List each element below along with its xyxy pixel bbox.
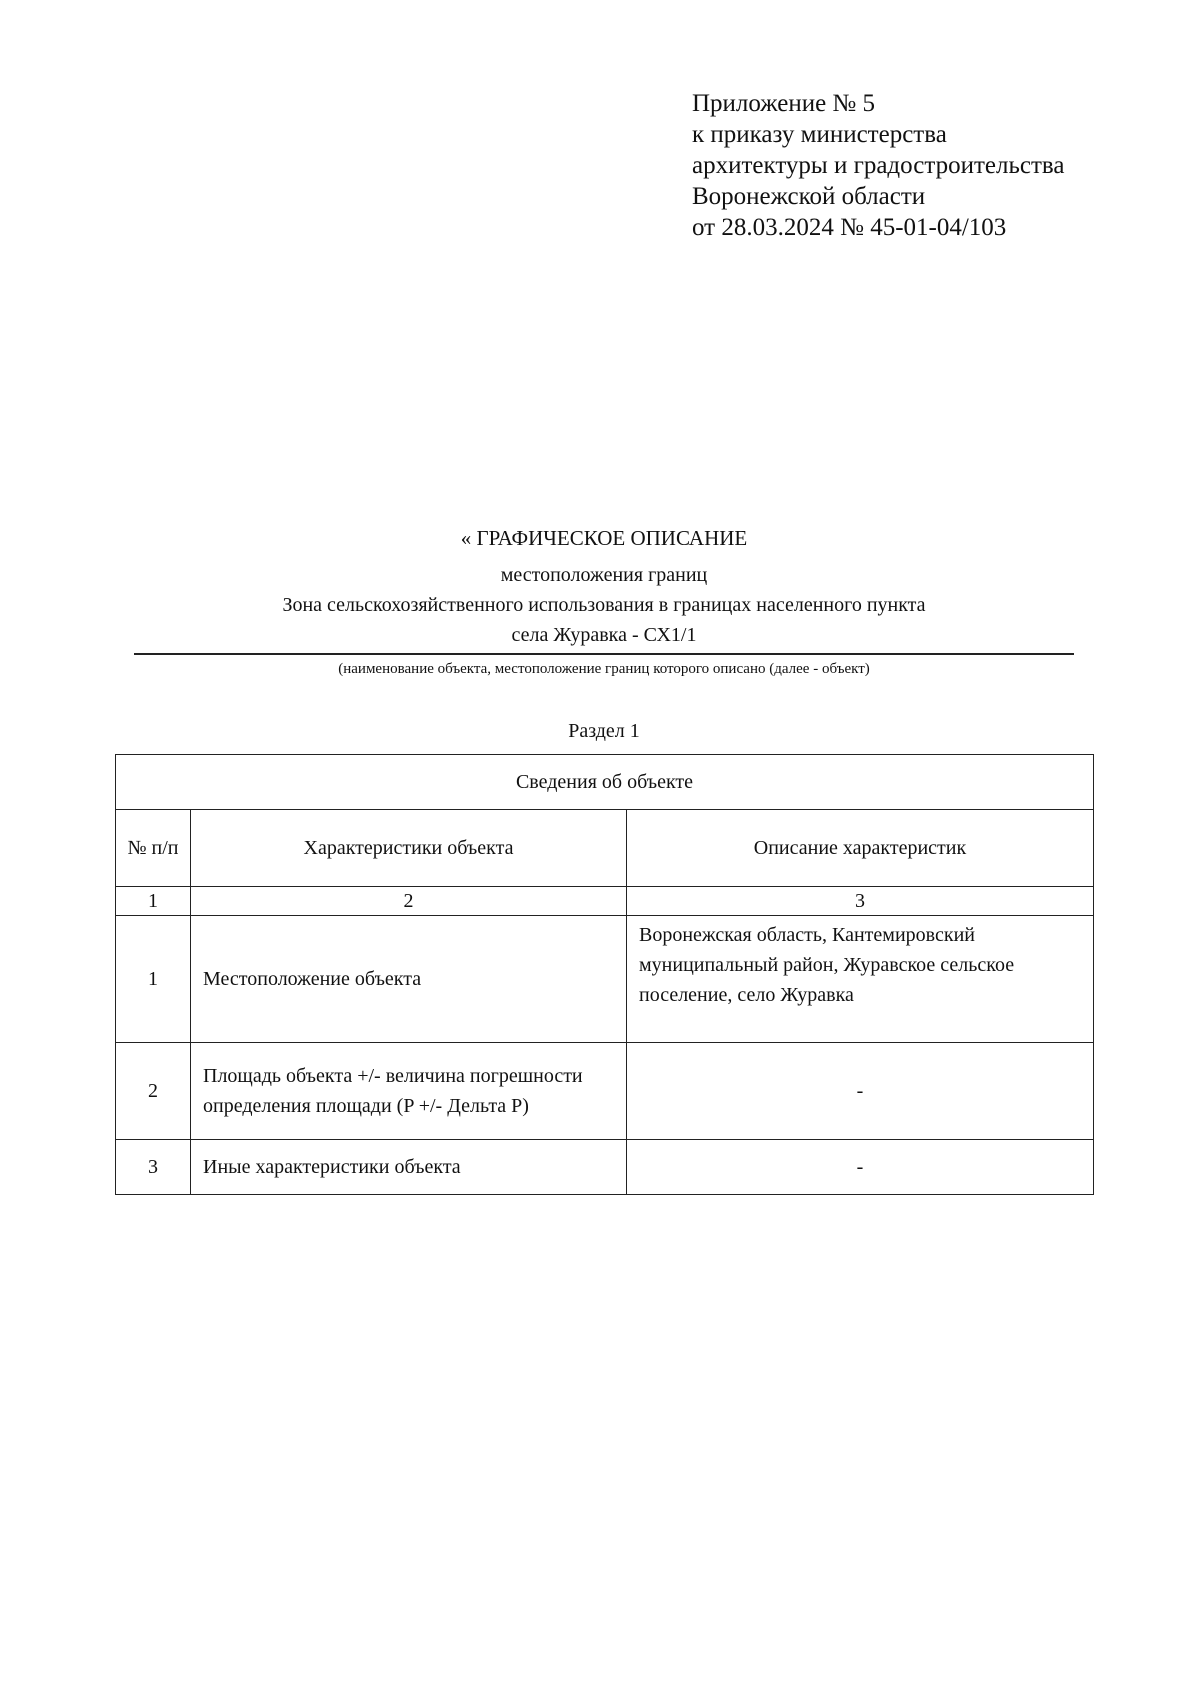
row-description: Воронежская область, Кантемировский муниципальный район, Журавское сельское поселение, село Журавка [627,916,1094,1043]
annex-line-1: Приложение № 5 [692,90,876,117]
zone-name: Зона сельскохозяйственного использования в границах населенного пункта [282,594,926,616]
annex-line-3: архитектуры и градостроительства [692,152,1065,179]
annex-line-4: Воронежской области [692,183,926,210]
column-number-row [116,887,1094,916]
table-title: Сведения об объекте [116,755,1094,810]
column-number: 2 [191,887,627,916]
column-number: 1 [116,887,191,916]
title-underline [134,653,1074,655]
row-characteristic: Местоположение объекта [191,916,627,1043]
row-description: - [627,1043,1094,1140]
table-header-row [116,810,1094,887]
column-number: 3 [627,887,1094,916]
header-num: № п/п [116,810,191,887]
header-description: Описание характеристик [627,810,1094,887]
annex-line-5: от 28.03.2024 № 45-01-04/103 [692,214,1007,241]
row-number: 1 [116,916,191,1043]
document-title: « ГРАФИЧЕСКОЕ ОПИСАНИЕ [460,526,748,550]
table-row [116,1043,1094,1140]
table-title-row [116,755,1094,810]
table-row [116,916,1094,1043]
header-characteristic: Характеристики объекта [191,810,627,887]
object-caption: (наименование объекта, местоположение границ которого описано (далее - объект) [338,661,870,677]
table-row [116,1140,1094,1195]
row-number: 2 [116,1043,191,1140]
object-info-table [115,754,1094,1195]
row-characteristic: Иные характеристики объекта [191,1140,627,1195]
row-description: - [627,1140,1094,1195]
row-characteristic: Площадь объекта +/- величина погрешности определения площади (P +/- Дельта P) [191,1043,627,1140]
section-label: Раздел 1 [568,720,640,742]
row-number: 3 [116,1140,191,1195]
village-name: села Журавка - СХ1/1 [511,624,697,646]
annex-line-2: к приказу министерства [692,121,947,148]
annex-block [692,88,1064,243]
document-subtitle: местоположения границ [500,564,708,586]
